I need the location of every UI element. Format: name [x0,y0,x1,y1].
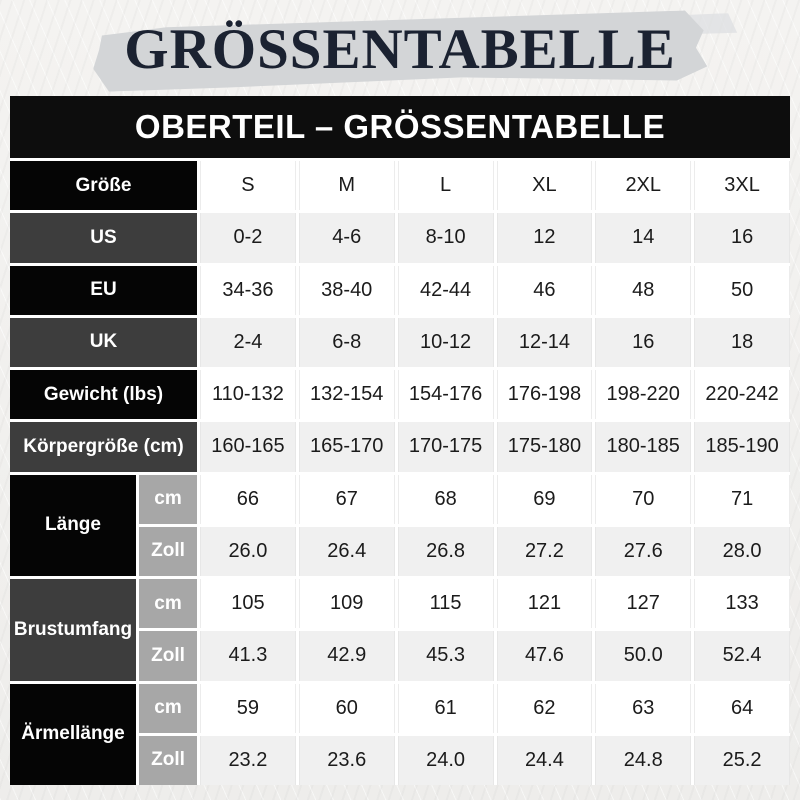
data-cell: 46 [497,266,593,315]
data-cell: 16 [595,318,691,367]
size-chart-sheet [10,96,790,785]
row-label-groesse: Größe [10,161,197,210]
group-label-brustumfang: Brustumfang [10,579,136,681]
data-cell: 27.6 [595,527,691,576]
data-cell: 34-36 [200,266,296,315]
data-cell: 45.3 [398,631,494,680]
data-cell: 133 [694,579,790,628]
data-cell: 52.4 [694,631,790,680]
unit-label-zoll: Zoll [139,631,197,680]
row-label-uk: UK [10,318,197,367]
data-cell: 60 [299,684,395,733]
data-cell: 175-180 [497,422,593,471]
data-cell: 50.0 [595,631,691,680]
data-cell: 8-10 [398,213,494,262]
data-cell: 27.2 [497,527,593,576]
data-cell: 68 [398,475,494,524]
data-cell: 62 [497,684,593,733]
row-label-gewicht: Gewicht (lbs) [10,370,197,419]
data-cell: 23.2 [200,736,296,785]
data-cell: 47.6 [497,631,593,680]
data-cell: 127 [595,579,691,628]
data-cell: 6-8 [299,318,395,367]
data-cell: 63 [595,684,691,733]
data-cell: 25.2 [694,736,790,785]
unit-label-zoll: Zoll [139,527,197,576]
unit-label-cm: cm [139,579,197,628]
data-cell: 198-220 [595,370,691,419]
data-cell: 0-2 [200,213,296,262]
data-cell: 180-185 [595,422,691,471]
page-title: GRÖSSENTABELLE [124,18,676,82]
row-label-koerpergroesse: Körpergröße (cm) [10,422,197,471]
data-cell: 64 [694,684,790,733]
size-cell: S [200,161,296,210]
group-label-laenge: Länge [10,475,136,577]
data-cell: 105 [200,579,296,628]
data-cell: 109 [299,579,395,628]
data-cell: 70 [595,475,691,524]
data-cell: 185-190 [694,422,790,471]
data-cell: 12 [497,213,593,262]
table-header-title: OBERTEIL – GRÖSSENTABELLE [134,108,666,145]
data-cell: 42.9 [299,631,395,680]
unit-label-cm: cm [139,475,197,524]
data-cell: 24.8 [595,736,691,785]
data-cell: 176-198 [497,370,593,419]
data-cell: 220-242 [694,370,790,419]
data-cell: 4-6 [299,213,395,262]
data-cell: 23.6 [299,736,395,785]
data-cell: 132-154 [299,370,395,419]
data-cell: 28.0 [694,527,790,576]
data-cell: 2-4 [200,318,296,367]
unit-label-zoll: Zoll [139,736,197,785]
data-cell: 12-14 [497,318,593,367]
data-cell: 71 [694,475,790,524]
data-cell: 26.0 [200,527,296,576]
unit-label-cm: cm [139,684,197,733]
data-cell: 16 [694,213,790,262]
size-cell: 3XL [694,161,790,210]
table-header-bar [10,96,790,158]
data-cell: 165-170 [299,422,395,471]
data-cell: 154-176 [398,370,494,419]
data-cell: 48 [595,266,691,315]
size-cell: L [398,161,494,210]
data-cell: 18 [694,318,790,367]
data-cell: 50 [694,266,790,315]
data-cell: 24.4 [497,736,593,785]
data-cell: 42-44 [398,266,494,315]
data-cell: 59 [200,684,296,733]
data-cell: 10-12 [398,318,494,367]
data-cell: 160-165 [200,422,296,471]
row-label-eu: EU [10,266,197,315]
row-label-us: US [10,213,197,262]
data-cell: 14 [595,213,691,262]
data-cell: 66 [200,475,296,524]
group-label-aermellaenge: Ärmellänge [10,684,136,786]
data-cell: 67 [299,475,395,524]
size-cell: XL [497,161,593,210]
data-cell: 26.8 [398,527,494,576]
size-cell: 2XL [595,161,691,210]
data-cell: 170-175 [398,422,494,471]
size-table [10,161,790,785]
data-cell: 61 [398,684,494,733]
data-cell: 38-40 [299,266,395,315]
data-cell: 24.0 [398,736,494,785]
data-cell: 121 [497,579,593,628]
data-cell: 41.3 [200,631,296,680]
data-cell: 69 [497,475,593,524]
data-cell: 26.4 [299,527,395,576]
page-title-section [10,8,790,94]
data-cell: 110-132 [200,370,296,419]
size-cell: M [299,161,395,210]
data-cell: 115 [398,579,494,628]
